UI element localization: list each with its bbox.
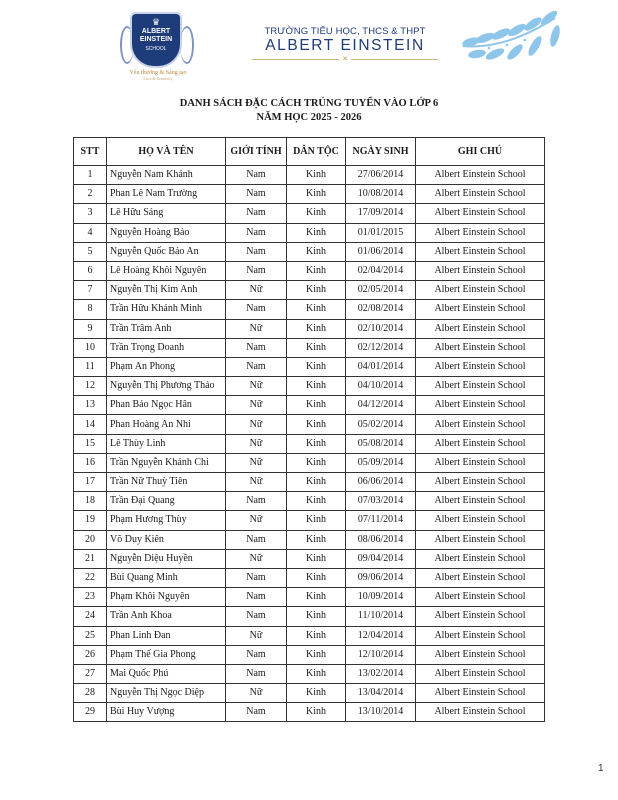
laurel-wreath-right-icon bbox=[180, 26, 194, 64]
cell-date-of-birth: 04/01/2014 bbox=[346, 357, 416, 376]
cell-notes: Albert Einstein School bbox=[416, 664, 545, 683]
document-header bbox=[0, 0, 618, 90]
cell-ethnicity: Kinh bbox=[287, 568, 346, 587]
table-row bbox=[74, 626, 545, 645]
cell-date-of-birth: 02/10/2014 bbox=[346, 319, 416, 338]
cell-notes: Albert Einstein School bbox=[416, 319, 545, 338]
cell-notes: Albert Einstein School bbox=[416, 607, 545, 626]
cell-stt: 6 bbox=[74, 261, 107, 280]
cell-ethnicity: Kinh bbox=[287, 453, 346, 472]
cell-gender: Nữ bbox=[226, 549, 287, 568]
cell-notes: Albert Einstein School bbox=[416, 261, 545, 280]
cell-full-name: Trần Anh Khoa bbox=[107, 607, 226, 626]
cell-ethnicity: Kinh bbox=[287, 261, 346, 280]
column-header-stt: STT bbox=[74, 138, 107, 166]
document-title: DANH SÁCH ĐẶC CÁCH TRÚNG TUYỂN VÀO LỚP 6 bbox=[179, 98, 439, 109]
cell-ethnicity: Kinh bbox=[287, 588, 346, 607]
cell-gender: Nam bbox=[226, 492, 287, 511]
cell-gender: Nam bbox=[226, 588, 287, 607]
cell-gender: Nữ bbox=[226, 453, 287, 472]
cell-notes: Albert Einstein School bbox=[416, 434, 545, 453]
cell-full-name: Trần Đại Quang bbox=[107, 492, 226, 511]
cell-gender: Nam bbox=[226, 242, 287, 261]
cell-notes: Albert Einstein School bbox=[416, 684, 545, 703]
cell-full-name: Trần Nguyễn Khánh Chi bbox=[107, 453, 226, 472]
table-row bbox=[74, 415, 545, 434]
cell-stt: 24 bbox=[74, 607, 107, 626]
cell-full-name: Bùi Huy Vượng bbox=[107, 703, 226, 722]
cell-notes: Albert Einstein School bbox=[416, 281, 545, 300]
cell-gender: Nữ bbox=[226, 281, 287, 300]
document-subtitle: NĂM HỌC 2025 - 2026 bbox=[256, 112, 362, 123]
cell-stt: 23 bbox=[74, 588, 107, 607]
cell-notes: Albert Einstein School bbox=[416, 588, 545, 607]
cell-notes: Albert Einstein School bbox=[416, 549, 545, 568]
table-row bbox=[74, 664, 545, 683]
cell-notes: Albert Einstein School bbox=[416, 645, 545, 664]
cell-date-of-birth: 12/10/2014 bbox=[346, 645, 416, 664]
cell-gender: Nam bbox=[226, 703, 287, 722]
cell-date-of-birth: 11/10/2014 bbox=[346, 607, 416, 626]
cell-date-of-birth: 05/02/2014 bbox=[346, 415, 416, 434]
cell-date-of-birth: 04/10/2014 bbox=[346, 377, 416, 396]
cell-gender: Nữ bbox=[226, 511, 287, 530]
cell-ethnicity: Kinh bbox=[287, 549, 346, 568]
document-titles bbox=[0, 97, 618, 125]
cell-notes: Albert Einstein School bbox=[416, 703, 545, 722]
cell-date-of-birth: 01/06/2014 bbox=[346, 242, 416, 261]
cell-stt: 8 bbox=[74, 300, 107, 319]
cell-full-name: Phạm An Phong bbox=[107, 357, 226, 376]
cell-ethnicity: Kinh bbox=[287, 396, 346, 415]
cell-ethnicity: Kinh bbox=[287, 492, 346, 511]
table-row bbox=[74, 185, 545, 204]
cell-ethnicity: Kinh bbox=[287, 338, 346, 357]
cell-ethnicity: Kinh bbox=[287, 664, 346, 683]
cell-full-name: Phạm Thế Gia Phong bbox=[107, 645, 226, 664]
cell-gender: Nam bbox=[226, 664, 287, 683]
cell-notes: Albert Einstein School bbox=[416, 511, 545, 530]
cell-stt: 16 bbox=[74, 453, 107, 472]
cell-gender: Nam bbox=[226, 185, 287, 204]
cell-stt: 17 bbox=[74, 473, 107, 492]
cell-date-of-birth: 04/12/2014 bbox=[346, 396, 416, 415]
table-row bbox=[74, 453, 545, 472]
cell-stt: 19 bbox=[74, 511, 107, 530]
crest-text bbox=[132, 28, 180, 53]
cell-notes: Albert Einstein School bbox=[416, 568, 545, 587]
cell-date-of-birth: 02/12/2014 bbox=[346, 338, 416, 357]
cell-gender: Nữ bbox=[226, 684, 287, 703]
cell-full-name: Phạm Hương Thùy bbox=[107, 511, 226, 530]
cell-gender: Nam bbox=[226, 204, 287, 223]
crown-icon: ♛ bbox=[151, 17, 161, 27]
cell-date-of-birth: 13/04/2014 bbox=[346, 684, 416, 703]
cell-full-name: Nguyễn Quốc Bảo An bbox=[107, 242, 226, 261]
cell-stt: 7 bbox=[74, 281, 107, 300]
cell-gender: Nam bbox=[226, 645, 287, 664]
table-row bbox=[74, 396, 545, 415]
cell-gender: Nữ bbox=[226, 626, 287, 645]
cell-date-of-birth: 07/03/2014 bbox=[346, 492, 416, 511]
column-header-full-name: HỌ VÀ TÊN bbox=[107, 138, 226, 166]
cell-full-name: Mai Quốc Phú bbox=[107, 664, 226, 683]
school-subtitle: TRƯỜNG TIỂU HỌC, THCS & THPT bbox=[264, 26, 426, 37]
cell-stt: 10 bbox=[74, 338, 107, 357]
ornament-icon: ✕ bbox=[339, 55, 351, 63]
cell-gender: Nữ bbox=[226, 319, 287, 338]
cell-ethnicity: Kinh bbox=[287, 415, 346, 434]
cell-ethnicity: Kinh bbox=[287, 473, 346, 492]
cell-stt: 1 bbox=[74, 166, 107, 185]
cell-ethnicity: Kinh bbox=[287, 185, 346, 204]
cell-stt: 12 bbox=[74, 377, 107, 396]
table-row bbox=[74, 300, 545, 319]
cell-ethnicity: Kinh bbox=[287, 511, 346, 530]
cell-date-of-birth: 07/11/2014 bbox=[346, 511, 416, 530]
cell-full-name: Bùi Quang Minh bbox=[107, 568, 226, 587]
cell-notes: Albert Einstein School bbox=[416, 415, 545, 434]
cell-gender: Nữ bbox=[226, 415, 287, 434]
cell-ethnicity: Kinh bbox=[287, 434, 346, 453]
cell-date-of-birth: 05/08/2014 bbox=[346, 434, 416, 453]
table-row bbox=[74, 530, 545, 549]
cell-full-name: Nguyễn Diệu Huyền bbox=[107, 549, 226, 568]
cell-notes: Albert Einstein School bbox=[416, 492, 545, 511]
table-row bbox=[74, 281, 545, 300]
cell-gender: Nam bbox=[226, 261, 287, 280]
column-header-date-of-birth: NGÀY SINH bbox=[346, 138, 416, 166]
cell-notes: Albert Einstein School bbox=[416, 166, 545, 185]
cell-stt: 21 bbox=[74, 549, 107, 568]
cell-date-of-birth: 01/01/2015 bbox=[346, 223, 416, 242]
cell-date-of-birth: 06/06/2014 bbox=[346, 473, 416, 492]
cell-gender: Nữ bbox=[226, 396, 287, 415]
cell-full-name: Lê Thùy Linh bbox=[107, 434, 226, 453]
crest-line-3: SCHOOL bbox=[145, 46, 167, 52]
cell-gender: Nam bbox=[226, 357, 287, 376]
column-header-ethnicity: DÂN TỘC bbox=[287, 138, 346, 166]
cell-ethnicity: Kinh bbox=[287, 166, 346, 185]
cell-full-name: Trần Nữ Thuỳ Tiên bbox=[107, 473, 226, 492]
cell-full-name: Phạm Khôi Nguyên bbox=[107, 588, 226, 607]
cell-notes: Albert Einstein School bbox=[416, 396, 545, 415]
table-row bbox=[74, 223, 545, 242]
shield-icon bbox=[132, 14, 180, 66]
cell-date-of-birth: 10/08/2014 bbox=[346, 185, 416, 204]
table-header-row bbox=[74, 138, 545, 166]
cell-notes: Albert Einstein School bbox=[416, 300, 545, 319]
cell-date-of-birth: 10/09/2014 bbox=[346, 588, 416, 607]
cell-full-name: Võ Duy Kiên bbox=[107, 530, 226, 549]
cell-stt: 5 bbox=[74, 242, 107, 261]
cell-notes: Albert Einstein School bbox=[416, 357, 545, 376]
cell-date-of-birth: 12/04/2014 bbox=[346, 626, 416, 645]
cell-notes: Albert Einstein School bbox=[416, 242, 545, 261]
cell-full-name: Trần Trâm Anh bbox=[107, 319, 226, 338]
cell-date-of-birth: 02/04/2014 bbox=[346, 261, 416, 280]
cell-full-name: Nguyễn Nam Khánh bbox=[107, 166, 226, 185]
school-crest-logo bbox=[118, 12, 198, 82]
table-row bbox=[74, 204, 545, 223]
cell-full-name: Phan Lê Nam Trường bbox=[107, 185, 226, 204]
cell-stt: 14 bbox=[74, 415, 107, 434]
table-row bbox=[74, 607, 545, 626]
cell-ethnicity: Kinh bbox=[287, 357, 346, 376]
cell-full-name: Nguyễn Thị Ngọc Diệp bbox=[107, 684, 226, 703]
cell-stt: 27 bbox=[74, 664, 107, 683]
column-header-gender: GIỚI TÍNH bbox=[226, 138, 287, 166]
table-row bbox=[74, 492, 545, 511]
cell-notes: Albert Einstein School bbox=[416, 377, 545, 396]
table-row bbox=[74, 568, 545, 587]
cell-gender: Nam bbox=[226, 300, 287, 319]
cell-gender: Nam bbox=[226, 607, 287, 626]
cell-ethnicity: Kinh bbox=[287, 607, 346, 626]
cell-stt: 20 bbox=[74, 530, 107, 549]
cell-ethnicity: Kinh bbox=[287, 242, 346, 261]
cell-full-name: Trần Hữu Khánh Minh bbox=[107, 300, 226, 319]
table-row bbox=[74, 588, 545, 607]
cell-date-of-birth: 13/02/2014 bbox=[346, 664, 416, 683]
cell-ethnicity: Kinh bbox=[287, 319, 346, 338]
cell-stt: 11 bbox=[74, 357, 107, 376]
cell-stt: 18 bbox=[74, 492, 107, 511]
cell-notes: Albert Einstein School bbox=[416, 338, 545, 357]
cell-gender: Nam bbox=[226, 166, 287, 185]
cell-ethnicity: Kinh bbox=[287, 377, 346, 396]
table-row bbox=[74, 338, 545, 357]
cell-date-of-birth: 27/06/2014 bbox=[346, 166, 416, 185]
cell-gender: Nữ bbox=[226, 473, 287, 492]
cell-gender: Nam bbox=[226, 223, 287, 242]
cell-full-name: Phan Linh Đan bbox=[107, 626, 226, 645]
column-header-notes: GHI CHÚ bbox=[416, 138, 545, 166]
cell-gender: Nữ bbox=[226, 377, 287, 396]
cell-ethnicity: Kinh bbox=[287, 626, 346, 645]
cell-stt: 25 bbox=[74, 626, 107, 645]
cell-ethnicity: Kinh bbox=[287, 530, 346, 549]
cell-full-name: Lê Hoàng Khôi Nguyên bbox=[107, 261, 226, 280]
cell-stt: 29 bbox=[74, 703, 107, 722]
cell-notes: Albert Einstein School bbox=[416, 185, 545, 204]
cell-notes: Albert Einstein School bbox=[416, 473, 545, 492]
cell-notes: Albert Einstein School bbox=[416, 204, 545, 223]
table-row bbox=[74, 242, 545, 261]
cell-notes: Albert Einstein School bbox=[416, 223, 545, 242]
table-row bbox=[74, 319, 545, 338]
cell-ethnicity: Kinh bbox=[287, 645, 346, 664]
cell-date-of-birth: 02/08/2014 bbox=[346, 300, 416, 319]
cell-stt: 13 bbox=[74, 396, 107, 415]
cell-gender: Nữ bbox=[226, 434, 287, 453]
cell-ethnicity: Kinh bbox=[287, 281, 346, 300]
table-row bbox=[74, 261, 545, 280]
cell-stt: 4 bbox=[74, 223, 107, 242]
cell-stt: 15 bbox=[74, 434, 107, 453]
page-number: 1 bbox=[598, 763, 604, 774]
table-row bbox=[74, 511, 545, 530]
cell-ethnicity: Kinh bbox=[287, 684, 346, 703]
cell-date-of-birth: 05/09/2014 bbox=[346, 453, 416, 472]
cell-stt: 2 bbox=[74, 185, 107, 204]
cell-stt: 28 bbox=[74, 684, 107, 703]
table-row bbox=[74, 377, 545, 396]
table-row bbox=[74, 549, 545, 568]
cell-gender: Nam bbox=[226, 568, 287, 587]
cell-date-of-birth: 17/09/2014 bbox=[346, 204, 416, 223]
school-wordmark bbox=[252, 26, 438, 63]
table-row bbox=[74, 703, 545, 722]
cell-ethnicity: Kinh bbox=[287, 703, 346, 722]
cell-full-name: Phan Hoàng An Nhi bbox=[107, 415, 226, 434]
cell-date-of-birth: 02/05/2014 bbox=[346, 281, 416, 300]
cell-stt: 9 bbox=[74, 319, 107, 338]
cell-full-name: Trần Trọng Doanh bbox=[107, 338, 226, 357]
table-row bbox=[74, 357, 545, 376]
crest-line-1: ALBERT bbox=[141, 28, 171, 35]
table-row bbox=[74, 645, 545, 664]
crest-motto-en: Love & Creativity bbox=[143, 76, 173, 81]
cell-stt: 22 bbox=[74, 568, 107, 587]
olive-branch-icon bbox=[455, 10, 565, 70]
cell-notes: Albert Einstein School bbox=[416, 453, 545, 472]
cell-full-name: Nguyễn Thị Phương Thảo bbox=[107, 377, 226, 396]
table-row bbox=[74, 434, 545, 453]
cell-gender: Nam bbox=[226, 338, 287, 357]
cell-stt: 3 bbox=[74, 204, 107, 223]
cell-ethnicity: Kinh bbox=[287, 300, 346, 319]
cell-notes: Albert Einstein School bbox=[416, 530, 545, 549]
admission-list-table bbox=[73, 137, 545, 722]
school-name: ALBERT EINSTEIN bbox=[265, 37, 425, 54]
crest-line-2: EINSTEIN bbox=[139, 36, 173, 43]
decorative-rule bbox=[252, 55, 438, 63]
cell-full-name: Phan Bảo Ngọc Hân bbox=[107, 396, 226, 415]
cell-full-name: Nguyễn Thị Kim Anh bbox=[107, 281, 226, 300]
cell-stt: 26 bbox=[74, 645, 107, 664]
cell-date-of-birth: 08/06/2014 bbox=[346, 530, 416, 549]
crest-motto: Yêu thương & Sáng tạo bbox=[129, 70, 187, 76]
cell-date-of-birth: 09/06/2014 bbox=[346, 568, 416, 587]
cell-notes: Albert Einstein School bbox=[416, 626, 545, 645]
cell-ethnicity: Kinh bbox=[287, 204, 346, 223]
cell-date-of-birth: 09/04/2014 bbox=[346, 549, 416, 568]
cell-full-name: Nguyễn Hoàng Bảo bbox=[107, 223, 226, 242]
table-row bbox=[74, 684, 545, 703]
table-row bbox=[74, 166, 545, 185]
cell-full-name: Lê Hữu Sáng bbox=[107, 204, 226, 223]
cell-gender: Nam bbox=[226, 530, 287, 549]
cell-date-of-birth: 13/10/2014 bbox=[346, 703, 416, 722]
table-row bbox=[74, 473, 545, 492]
cell-ethnicity: Kinh bbox=[287, 223, 346, 242]
